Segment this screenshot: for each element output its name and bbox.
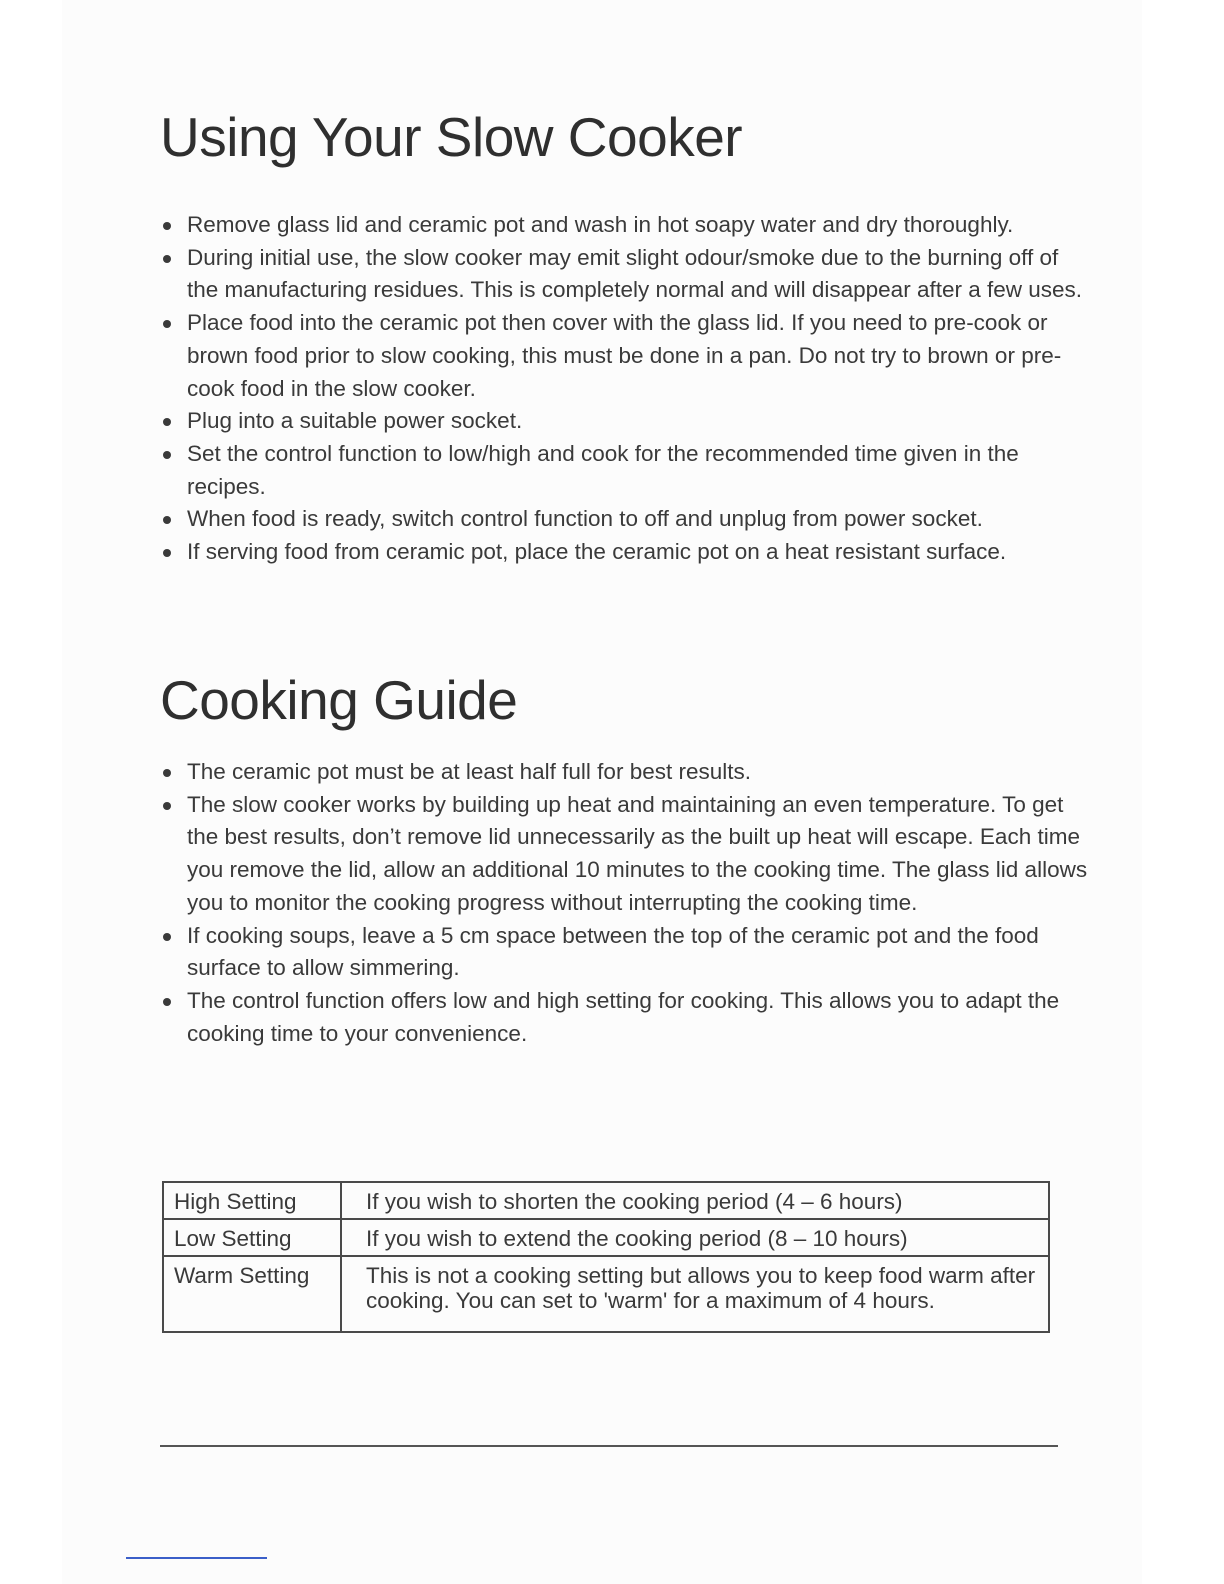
setting-label-cell: Low Setting [163,1219,341,1256]
list-item: The control function offers low and high setting for cooking. This allows you to adapt the cooking time to your convenience. [160,985,1090,1050]
setting-description-cell: If you wish to extend the cooking period (8 – 10 hours) [341,1219,1049,1256]
list-item: When food is ready, switch control function to off and unplug from power socket. [160,503,1090,536]
cooking-guide-list [160,756,1090,1050]
list-item: Set the control function to low/high and cook for the recommended time given in the recipes. [160,438,1090,503]
footer-divider [160,1445,1058,1447]
list-item: If serving food from ceramic pot, place the ceramic pot on a heat resistant surface. [160,536,1090,569]
corner-underline-mark [126,1557,267,1559]
table-row [163,1182,1049,1219]
setting-label-cell: High Setting [163,1182,341,1219]
table-row [163,1256,1049,1332]
section-title-cooking-guide: Cooking Guide [160,669,518,731]
section-title-using-slow-cooker: Using Your Slow Cooker [160,106,743,168]
list-item: Remove glass lid and ceramic pot and wash in hot soapy water and dry thoroughly. [160,209,1090,242]
cooking-settings-table [162,1181,1050,1333]
list-item: During initial use, the slow cooker may emit slight odour/smoke due to the burning off of the manufacturing residues. This is completely normal and will disappear after a few uses. [160,242,1090,307]
setting-label-cell: Warm Setting [163,1256,341,1332]
list-item: If cooking soups, leave a 5 cm space between the top of the ceramic pot and the food surface to allow simmering. [160,920,1090,985]
setting-description-cell: If you wish to shorten the cooking period (4 – 6 hours) [341,1182,1049,1219]
usage-instructions-list [160,209,1090,569]
list-item: The ceramic pot must be at least half full for best results. [160,756,1090,789]
table-row [163,1219,1049,1256]
list-item: Place food into the ceramic pot then cover with the glass lid. If you need to pre-cook or brown food prior to slow cooking, this must be done in a pan. Do not try to brown or pre-cook food in the slow cooker. [160,307,1090,405]
list-item: Plug into a suitable power socket. [160,405,1090,438]
setting-description-cell: This is not a cooking setting but allows you to keep food warm after cooking. You can set to 'warm' for a maximum of 4 hours. [341,1256,1049,1332]
list-item: The slow cooker works by building up heat and maintaining an even temperature. To get the best results, don’t remove lid unnecessarily as the built up heat will escape. Each time you remove the lid, allow an additional 10 minutes to the cooking time. The glass lid allows you to monitor the cooking progress without interrupting the cooking time. [160,789,1090,920]
